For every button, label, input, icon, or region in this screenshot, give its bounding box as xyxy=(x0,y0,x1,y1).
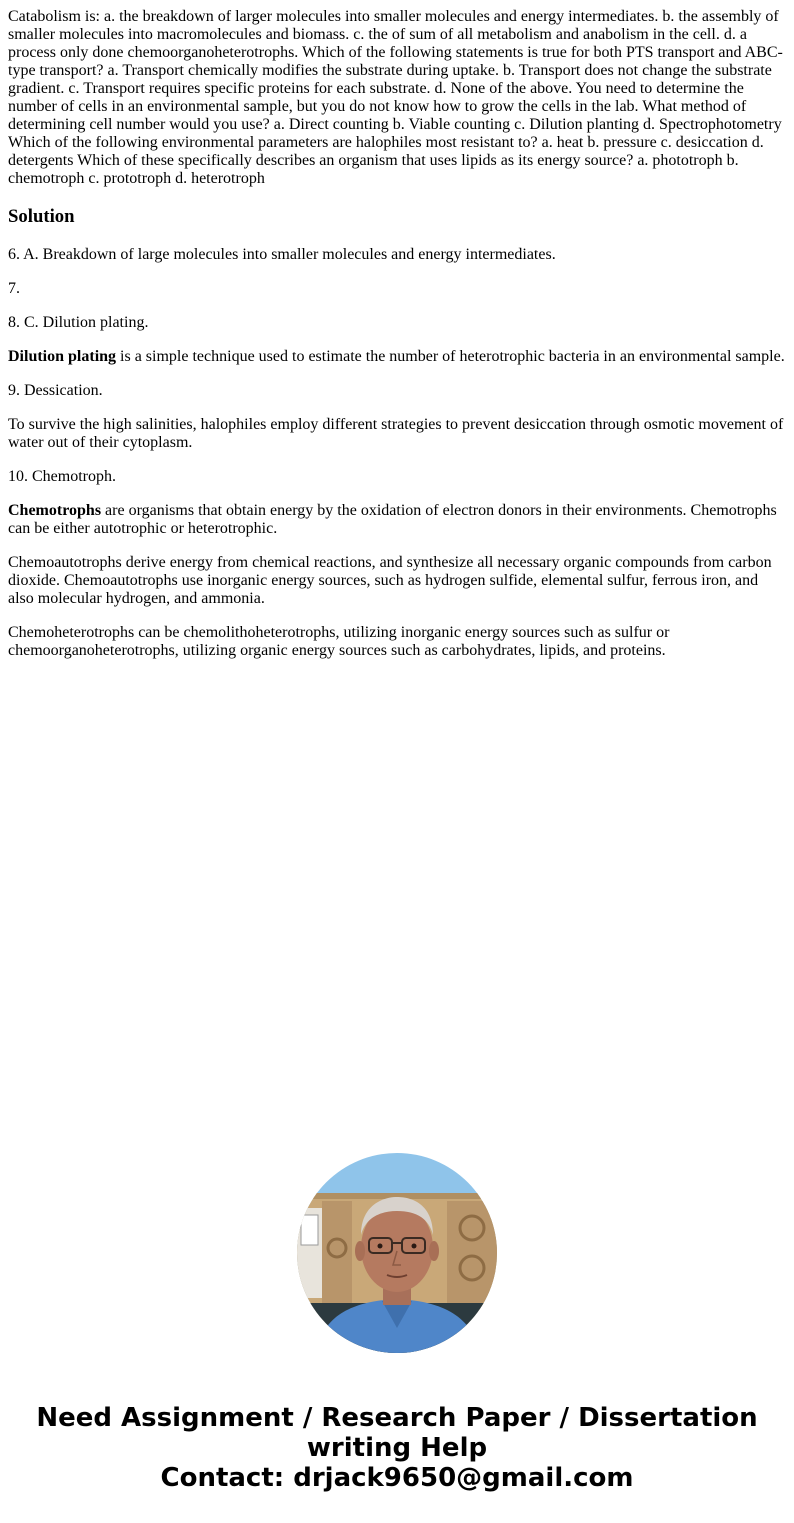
avatar xyxy=(297,1153,497,1353)
answer-6: 6. A. Breakdown of large molecules into smaller molecules and energy intermediates. xyxy=(8,246,556,263)
footer-line-2: writing Help xyxy=(306,1433,488,1463)
answer-8: 8. C. Dilution plating. xyxy=(8,314,149,331)
answer-8-explanation-text: is a simple technique used to estimate the number of heterotrophic bacteria in an environmental sample. xyxy=(116,348,785,365)
answer-10-explanation-text: are organisms that obtain energy by the oxidation of electron donors in their environments. Chemotrophs can be either autotrophic or heterotrophic. xyxy=(8,502,777,537)
answer-8-explanation xyxy=(8,348,786,366)
term-chemotrophs: Chemotrophs xyxy=(8,502,102,519)
answer-9-explanation: To survive the high salinities, halophiles employ different strategies to prevent desiccation through osmotic movement of water out of their cytoplasm. xyxy=(8,416,784,451)
document-body xyxy=(8,8,786,676)
answer-10-explanation xyxy=(8,502,786,538)
solution-heading: Solution xyxy=(8,206,75,227)
answer-7: 7. xyxy=(8,280,20,297)
contact-footer xyxy=(0,1403,794,1493)
footer-contact-line: Contact: drjack9650@gmail.com xyxy=(160,1463,634,1493)
footer-line-1: Need Assignment / Research Paper / Dissertation xyxy=(36,1403,758,1433)
answer-10: 10. Chemotroph. xyxy=(8,468,116,485)
question-text: Catabolism is: a. the breakdown of larger molecules into smaller molecules and energy intermediates. b. the assembly of smaller molecules into macromolecules and biomass. c. the of sum of all metabolism and anabolism in the cell. d. a process only done chemoorganoheterotrophs. Which of the following statements is true for both PTS transport and ABC-type transport? a. Transport chemically modifies the substrate during uptake. b. Transport does not change the substrate gradient. c. Transport requires specific proteins for each substrate. d. None of the above. You need to determine the number of cells in an environmental sample, but you do not know how to grow the cells in the lab. What method of determining cell number would you use? a. Direct counting b. Viable counting c. Dilution planting d. Spectrophotometry Which of the following environmental parameters are halophiles most resistant to? a. heat b. pressure c. desiccation d. detergents Which of these specifically describes an organism that uses lipids as its energy source? a. phototroph b. chemotroph c. prototroph d. heterotroph xyxy=(8,8,783,187)
answer-9: 9. Dessication. xyxy=(8,382,103,399)
chemoheterotrophs-paragraph: Chemoheterotrophs can be chemolithoheterotrophs, utilizing inorganic energy sources such as sulfur or chemoorganoheterotrophs, utilizing organic energy sources such as carbohydrates, lipids, and proteins. xyxy=(8,624,670,659)
avatar-portrait xyxy=(297,1153,497,1353)
chemoautotrophs-paragraph: Chemoautotrophs derive energy from chemical reactions, and synthesize all necessary organic compounds from carbon dioxide. Chemoautotrophs use inorganic energy sources, such as hydrogen sulfide, elemental sulfur, ferrous iron, and also molecular hydrogen, and ammonia. xyxy=(8,554,772,607)
term-dilution-plating: Dilution plating xyxy=(8,348,117,365)
solution-body xyxy=(8,246,786,660)
